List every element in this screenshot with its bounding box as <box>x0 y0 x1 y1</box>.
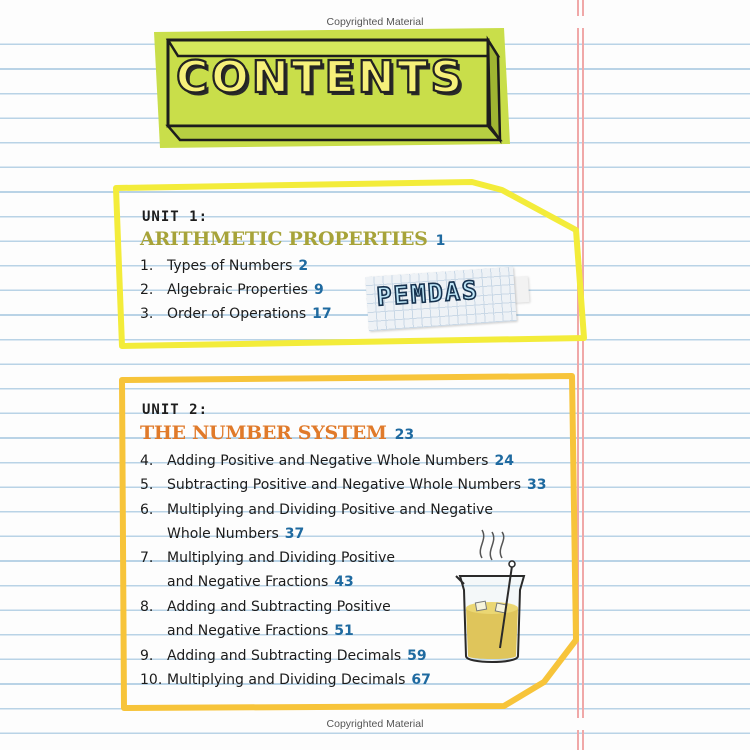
item-page: 59 <box>407 648 427 664</box>
toc-item-5[interactable] <box>140 477 547 493</box>
item-number: 1. <box>140 258 154 274</box>
item-title: Adding Positive and Negative Whole Numbers <box>167 453 489 469</box>
toc-item-9[interactable] <box>140 648 427 664</box>
item-page: 33 <box>527 477 547 493</box>
item-title: Adding and Subtracting Decimals <box>167 648 402 664</box>
item-title: Subtracting Positive and Negative Whole Numbers <box>167 477 522 493</box>
item-title-continued: Whole Numbers <box>167 526 279 542</box>
toc-item-1[interactable] <box>140 258 308 274</box>
copyright-top: Copyrighted Material <box>0 16 750 28</box>
item-title: Order of Operations <box>167 306 307 322</box>
toc-item-8[interactable] <box>140 599 391 615</box>
item-number: 7. <box>140 550 154 566</box>
toc-item-6[interactable] <box>140 502 493 518</box>
item-number: 9. <box>140 648 154 664</box>
unit-1-label: UNIT 1: <box>142 209 209 225</box>
unit-1-title-text: ARITHMETIC PROPERTIES <box>140 228 428 250</box>
unit-1-page-number: 1 <box>435 233 446 249</box>
item-number: 8. <box>140 599 154 615</box>
toc-item-6-continued[interactable] <box>167 526 304 542</box>
item-page: 2 <box>298 258 309 274</box>
item-page: 9 <box>313 282 324 298</box>
unit-2-title-text: THE NUMBER SYSTEM <box>140 422 387 444</box>
item-title: Algebraic Properties <box>167 282 308 298</box>
toc-item-10[interactable] <box>140 672 431 688</box>
item-page: 24 <box>494 453 514 469</box>
toc-item-7-continued[interactable] <box>167 574 354 590</box>
item-title: Multiplying and Dividing Decimals <box>167 672 406 688</box>
title-block <box>154 26 514 150</box>
item-number: 4. <box>140 453 154 469</box>
item-page: 43 <box>334 574 354 590</box>
item-page: 51 <box>334 623 354 639</box>
item-page: 17 <box>312 306 332 322</box>
toc-item-8-continued[interactable] <box>167 623 354 639</box>
item-number: 6. <box>140 502 154 518</box>
item-number: 10. <box>140 672 163 688</box>
toc-item-3[interactable] <box>140 306 332 322</box>
unit-2-page-number: 23 <box>394 427 415 443</box>
item-number: 2. <box>140 282 154 298</box>
item-title-continued: and Negative Fractions <box>167 623 329 639</box>
unit-2-title <box>140 422 414 444</box>
item-number: 3. <box>140 306 154 322</box>
page-title: CONTENTS <box>176 52 466 103</box>
toc-item-2[interactable] <box>140 282 324 298</box>
copyright-bottom: Copyrighted Material <box>0 718 750 730</box>
beaker-illustration <box>452 528 532 668</box>
item-number: 5. <box>140 477 154 493</box>
item-title: Multiplying and Dividing Positive <box>167 550 395 566</box>
sticker-text: PEMDAS <box>375 275 480 312</box>
item-page: 67 <box>411 672 431 688</box>
item-page: 37 <box>284 526 305 542</box>
item-title-continued: and Negative Fractions <box>167 574 329 590</box>
item-title: Types of Numbers <box>167 258 293 274</box>
toc-item-7[interactable] <box>140 550 395 566</box>
unit-2-label: UNIT 2: <box>142 402 209 418</box>
toc-item-4[interactable] <box>140 453 514 469</box>
item-title: Multiplying and Dividing Positive and Negative <box>167 502 494 518</box>
unit-1-title <box>140 228 445 250</box>
item-title: Adding and Subtracting Positive <box>167 599 391 615</box>
pemdas-sticker <box>365 267 516 331</box>
